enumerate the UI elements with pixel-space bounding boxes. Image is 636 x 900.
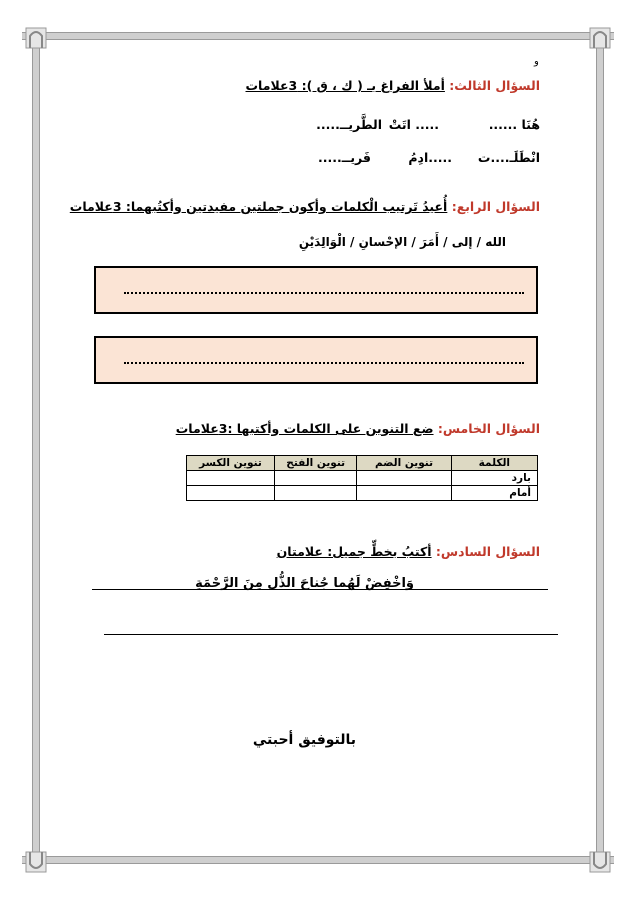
answer-cell[interactable] (357, 471, 451, 486)
fill-blank-item: .....ادِمُ (408, 150, 452, 165)
frame-left-border (32, 30, 40, 864)
question-5-heading (176, 421, 540, 436)
word-cell: بارد (451, 471, 537, 486)
closing-message: بالتوفيق أحبتي (252, 732, 356, 748)
question-3-text: أملأ الفراغ بـ ( ك ، ق ): 3علامات (245, 78, 445, 93)
question-3-label: السؤال الثالث: (449, 78, 540, 93)
column-header: الكلمة (451, 456, 537, 471)
table-header-row (187, 456, 538, 471)
dotted-answer-line (124, 362, 524, 364)
writing-line[interactable] (104, 634, 558, 635)
dotted-answer-line (124, 292, 524, 294)
corner-ornament-icon (586, 848, 614, 876)
frame-top-border (22, 32, 614, 40)
question-4-label: السؤال الرابع: (451, 199, 540, 214)
answer-cell[interactable] (187, 471, 275, 486)
sentence-answer-box[interactable] (94, 266, 538, 314)
frame-bottom-border (22, 856, 614, 864)
question-4-text: أُعيدُ تَرتيب الْكلمات وأكون جملتين مفيدتين وأكتُبهما: 3علامات (69, 199, 448, 214)
fill-blank-item: ..... اتَتْ (388, 117, 439, 132)
question-3-heading (246, 78, 541, 93)
word-cell: أمام (451, 486, 537, 501)
corner-ornament-icon (586, 24, 614, 52)
question-5-text: ضع التنوين على الكلمات وأكتبها :3علامات (175, 421, 434, 436)
table-row (187, 486, 538, 501)
answer-cell[interactable] (274, 471, 356, 486)
question-6-label: السؤال السادس: (435, 544, 540, 559)
answer-cell[interactable] (187, 486, 275, 501)
column-header: تنوين الضم (357, 456, 451, 471)
word-bank: الله / إلى / أَمَرَ / الإحْسانِ / الْوَالِدَيْنِ (298, 235, 506, 249)
question-4-heading (70, 199, 540, 214)
verse-text: وَاخْفِضْ لَهُما جُناحَ الذُّل مِنَ الرَّحْمَةِ (195, 576, 414, 591)
question-5-label: السؤال الخامس: (437, 421, 540, 436)
tanween-table (186, 455, 538, 501)
corner-ornament-icon (22, 848, 50, 876)
corner-ornament-icon (22, 24, 50, 52)
fill-blank-item: هُنَا ...... (488, 117, 540, 132)
frame-right-border (596, 30, 604, 864)
sentence-answer-box[interactable] (94, 336, 538, 384)
column-header: تنوين الكسر (187, 456, 275, 471)
corner-mark: و (534, 56, 539, 67)
fill-blank-item: الطَّريــ..... (316, 117, 382, 132)
fill-blank-item: انْطَلَـ....ت (477, 150, 540, 165)
writing-line[interactable] (92, 589, 548, 590)
question-6-text: أكتبُ بخطٍّ جميل: علامتان (276, 544, 432, 559)
answer-cell[interactable] (274, 486, 356, 501)
column-header: تنوين الفتح (274, 456, 356, 471)
table-row (187, 471, 538, 486)
fill-blank-item: فَريــ..... (318, 150, 371, 165)
answer-cell[interactable] (357, 486, 451, 501)
question-6-heading (277, 544, 540, 559)
